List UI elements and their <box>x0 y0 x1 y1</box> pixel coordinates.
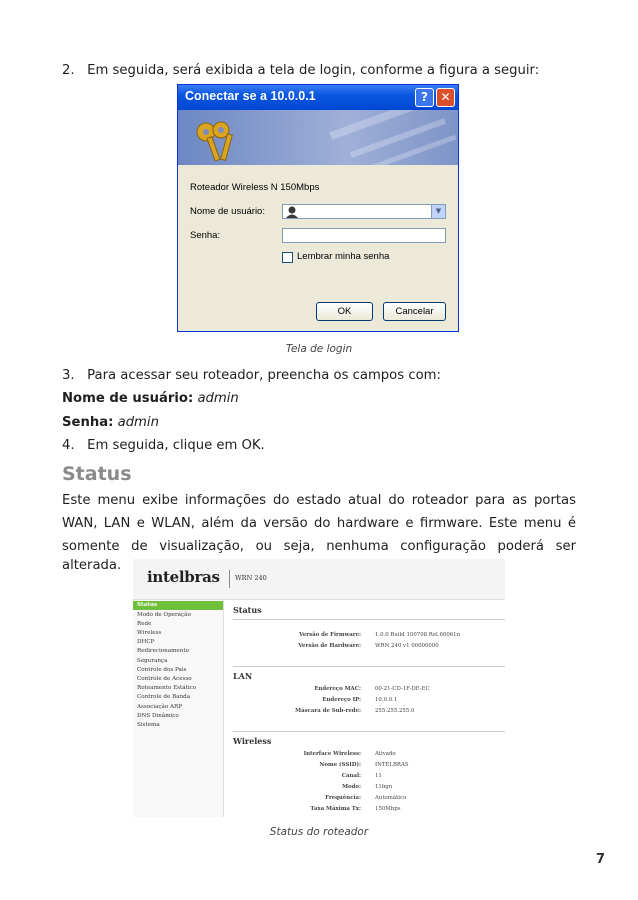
ip-value: 10.0.0.1 <box>375 697 398 703</box>
mac-value: 00-21-CD-1F-DE-EC <box>375 686 430 692</box>
frequency-value: Automático <box>375 795 407 801</box>
step-3 <box>62 366 441 385</box>
subnet-label: Máscara de Sub-rede: <box>295 708 361 714</box>
step-4 <box>62 436 265 455</box>
menu-item-parental-control[interactable]: Controle dos Pais <box>137 666 187 673</box>
tx-rate-value: 150Mbps <box>375 806 401 812</box>
paragraph-line: Este menu exibe informações do estado atual do roteador para as portas <box>62 493 576 508</box>
cancel-button[interactable]: Cancelar <box>383 302 446 321</box>
router-sidebar <box>133 600 224 817</box>
menu-item-dhcp[interactable]: DHCP <box>137 639 155 646</box>
menu-item-arp-binding[interactable]: Associação ARP <box>137 703 183 710</box>
paragraph-line: somente de visualização, ou seja, nenhuma configuração poderá ser alterada. <box>62 539 576 573</box>
menu-item-wireless[interactable]: Wireless <box>137 630 162 636</box>
dropdown-arrow-icon[interactable]: ▼ <box>431 205 445 218</box>
ok-button[interactable]: OK <box>316 302 373 321</box>
hardware-label: Versão de Hardware: <box>298 643 361 649</box>
brand-logo: intelbras <box>147 568 220 586</box>
channel-label: Canal: <box>341 773 361 779</box>
router-main <box>233 603 505 817</box>
username-instruction-label: Nome de usuário: <box>62 391 194 406</box>
tx-rate-label: Taxa Máxima Tx: <box>310 806 361 812</box>
username-field[interactable] <box>282 204 446 219</box>
menu-item-system[interactable]: Sistema <box>137 722 160 728</box>
step-text: Em seguida, será exibida a tela de login, conforme a figura a seguir: <box>87 63 540 78</box>
paragraph-line: WAN, LAN e WLAN, além da versão do hardware e firmware. Este menu é <box>62 516 576 531</box>
ssid-value: INTELBRAS <box>375 762 409 768</box>
frequency-label: Frequência: <box>325 795 361 801</box>
menu-item-forwarding[interactable]: Redirecionamento <box>137 648 189 655</box>
wireless-interface-label: Interface Wireless: <box>303 751 361 757</box>
step-number: 2. <box>62 63 75 78</box>
menu-item-bandwidth-control[interactable]: Controle de Banda <box>137 694 191 701</box>
menu-item-dynamic-dns[interactable]: DNS Dinâmico <box>137 712 179 719</box>
username-label: Nome de usuário: <box>190 206 265 217</box>
dialog-title: Conectar se a 10.0.0.1 <box>185 89 316 103</box>
router-model: WRN 240 <box>235 574 267 582</box>
firmware-label: Versão de Firmware: <box>299 632 361 638</box>
menu-item-network[interactable]: Rede <box>137 620 152 627</box>
hardware-value: WRN 240 v1 00000000 <box>375 643 439 649</box>
menu-item-status[interactable]: Status <box>133 601 223 610</box>
caption-router: Status do roteador <box>269 826 369 838</box>
section-divider <box>233 731 505 732</box>
mode-label: Modo: <box>342 784 361 790</box>
step-text: Para acessar seu roteador, preencha os campos com: <box>87 368 441 383</box>
password-label: Senha: <box>190 230 221 241</box>
step-number: 3. <box>62 368 75 383</box>
login-dialog <box>177 84 459 332</box>
status-section-title: Status <box>233 605 262 615</box>
section-divider <box>233 619 505 620</box>
password-instruction <box>62 413 159 432</box>
mac-label: Endereço MAC: <box>314 686 361 692</box>
firmware-value: 1.0.0 Build 100708 Rel.60061n <box>375 632 461 638</box>
router-status-screenshot <box>133 559 505 817</box>
router-name: Roteador Wireless N 150Mbps <box>190 182 320 193</box>
mode-value: 11bgn <box>375 784 393 790</box>
step-text: Em seguida, clique em OK. <box>87 438 265 453</box>
subnet-value: 255.255.255.0 <box>375 708 415 714</box>
section-divider <box>233 666 505 667</box>
step-2 <box>62 61 539 80</box>
ssid-label: Nome (SSID): <box>319 762 361 768</box>
page-number: 7 <box>596 852 606 867</box>
channel-value: 11 <box>375 773 382 779</box>
lan-section-title: LAN <box>233 671 253 681</box>
password-instruction-value: admin <box>117 415 159 430</box>
wireless-interface-value: Ativado <box>375 751 396 757</box>
username-instruction <box>62 389 239 408</box>
caption-login: Tela de login <box>285 343 353 355</box>
password-field[interactable] <box>282 228 446 243</box>
keys-icon <box>178 110 458 165</box>
dialog-banner <box>178 110 458 165</box>
help-button[interactable]: ? <box>415 88 434 107</box>
menu-item-static-routing[interactable]: Roteamento Estático <box>137 685 197 692</box>
router-header <box>133 559 505 600</box>
step-number: 4. <box>62 438 75 453</box>
header-divider <box>229 570 230 588</box>
menu-item-operation-mode[interactable]: Modo de Operação <box>137 611 191 618</box>
menu-item-security[interactable]: Segurança <box>137 657 168 664</box>
ip-label: Endereço IP: <box>322 697 361 703</box>
remember-checkbox[interactable] <box>282 252 293 263</box>
remember-label: Lembrar minha senha <box>297 251 390 262</box>
username-instruction-value: admin <box>197 391 239 406</box>
dialog-titlebar <box>178 85 458 110</box>
close-button[interactable]: ✕ <box>436 88 455 107</box>
password-instruction-label: Senha: <box>62 415 114 430</box>
user-icon <box>285 205 299 218</box>
wireless-section-title: Wireless <box>233 736 272 746</box>
section-title: Status <box>62 463 132 485</box>
menu-item-access-control[interactable]: Controle de Acesso <box>137 676 192 682</box>
